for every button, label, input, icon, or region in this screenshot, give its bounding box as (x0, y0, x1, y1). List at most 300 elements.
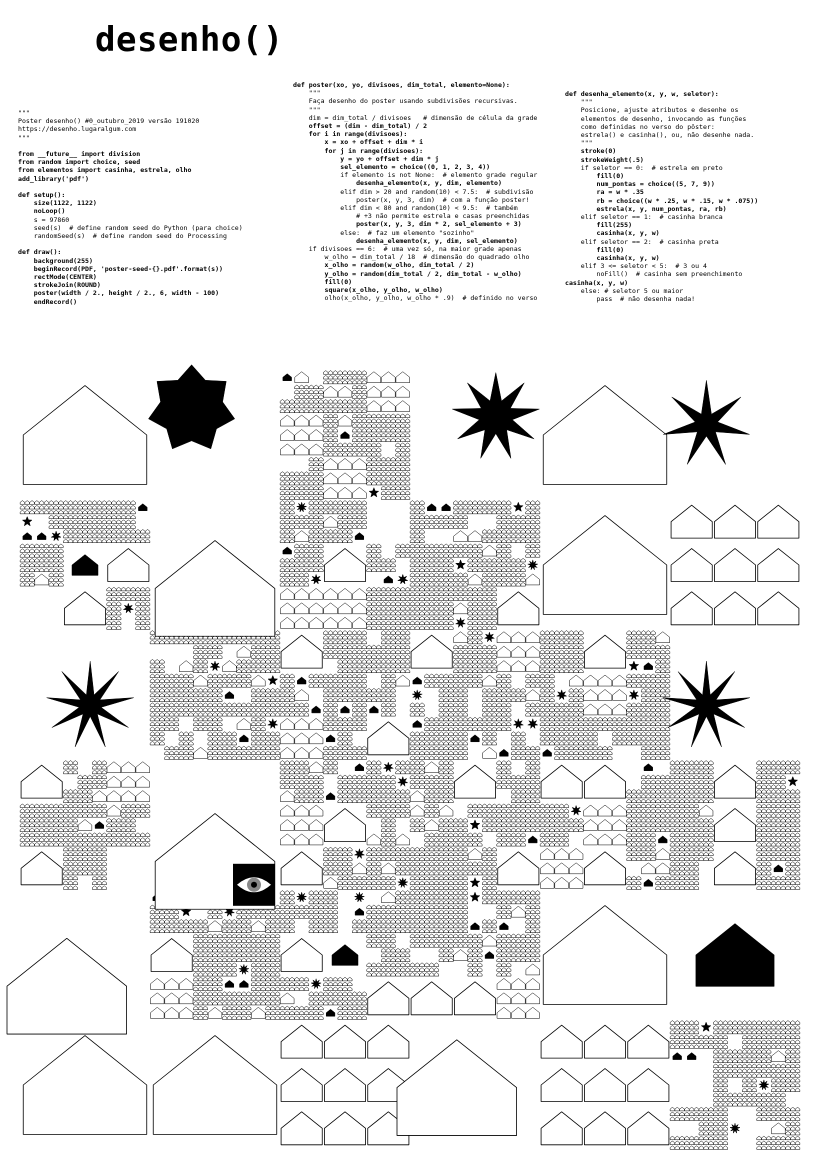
house-outline-icon (304, 1016, 309, 1020)
house-outline-icon (497, 684, 502, 688)
house-outline-icon (198, 717, 203, 721)
house-outline-icon (290, 496, 295, 500)
house-outline-icon (362, 414, 367, 418)
house-outline-icon (285, 496, 290, 500)
house-outline-icon (516, 568, 521, 572)
house-outline-icon (526, 539, 531, 543)
house-outline-icon (362, 515, 367, 519)
house-outline-icon (323, 448, 328, 452)
house-outline-icon (251, 693, 256, 697)
house-outline-icon (333, 640, 338, 644)
house-outline-icon (348, 1006, 353, 1010)
house-outline-icon (193, 944, 198, 948)
house-outline-icon (169, 915, 174, 919)
house-outline-icon (218, 910, 223, 914)
house-outline-icon (367, 972, 372, 976)
house-outline-icon (246, 948, 251, 952)
house-outline-icon (165, 712, 170, 716)
house-outline-icon (222, 712, 227, 716)
house-outline-icon (323, 770, 328, 774)
house-outline-icon (304, 481, 309, 485)
house-outline-icon (492, 708, 497, 712)
house-outline-icon (73, 534, 78, 538)
house-outline-icon (348, 741, 353, 745)
house-outline-icon (208, 703, 213, 707)
house-outline-icon (458, 587, 463, 591)
house-outline-icon (391, 881, 396, 885)
house-outline-icon (478, 597, 483, 601)
house-outline-icon (376, 587, 381, 591)
house-outline-icon (487, 722, 492, 726)
house-outline-icon (304, 404, 309, 408)
house-outline-icon (410, 573, 415, 577)
house-filled-icon (355, 533, 364, 540)
house-outline-icon (145, 814, 150, 818)
house-outline-icon (425, 727, 430, 731)
house-outline-icon (304, 568, 309, 572)
house-outline-icon (116, 510, 121, 514)
house-outline-icon (458, 684, 463, 688)
house-outline-icon (468, 501, 473, 505)
house-outline-icon (439, 621, 444, 625)
house-outline-icon (121, 539, 126, 543)
house-outline-icon (348, 409, 353, 413)
house-outline-icon (425, 809, 430, 813)
house-outline-icon (126, 823, 131, 827)
house-outline-icon (449, 592, 454, 596)
house-outline-icon (367, 934, 372, 938)
house-outline-icon (68, 857, 73, 861)
house-outline-icon (189, 741, 194, 745)
house-outline-icon (193, 640, 198, 644)
house-outline-icon (405, 491, 410, 495)
house-outline-icon (112, 607, 117, 611)
house-outline-icon (439, 785, 444, 789)
house-outline-icon (218, 934, 223, 938)
house-outline-icon (319, 467, 324, 471)
house-outline-icon (449, 765, 454, 769)
house-outline-icon (376, 659, 381, 663)
house-outline-icon (266, 1006, 271, 1010)
house-outline-icon (372, 924, 377, 928)
house-outline-icon (410, 852, 415, 856)
house-outline-icon (434, 838, 439, 842)
house-outline-icon (449, 679, 454, 683)
house-outline-icon (497, 674, 502, 678)
house-outline-icon (376, 780, 381, 784)
house-outline-icon (63, 838, 68, 842)
house-outline-icon (449, 549, 454, 553)
house-outline-icon (314, 457, 319, 461)
house-outline-icon (203, 963, 208, 967)
star-icon (311, 979, 321, 989)
house-outline-icon (280, 529, 285, 533)
house-outline-icon (179, 993, 193, 1004)
house-outline-icon (78, 505, 83, 509)
house-outline-icon (439, 607, 444, 611)
house-outline-icon (357, 650, 362, 654)
house-outline-icon (328, 924, 333, 928)
house-outline-icon (131, 510, 136, 514)
house-outline-icon (285, 515, 290, 519)
house-outline-icon (189, 919, 194, 923)
house-outline-icon (439, 722, 444, 726)
house-outline-icon (285, 578, 290, 582)
house-outline-icon (434, 871, 439, 875)
house-outline-icon (328, 900, 333, 904)
house-outline-icon (304, 703, 309, 707)
house-outline-icon (338, 603, 352, 614)
house-outline-icon (21, 765, 62, 798)
house-outline-icon (497, 761, 502, 765)
house-outline-icon (376, 611, 381, 615)
house-outline-icon (20, 505, 25, 509)
house-outline-icon (348, 732, 353, 736)
house-outline-icon (25, 549, 30, 553)
house-outline-icon (319, 799, 324, 803)
house-outline-icon (415, 544, 420, 548)
house-outline-icon (391, 491, 396, 495)
house-outline-icon (458, 688, 463, 692)
house-outline-icon (193, 992, 198, 996)
house-outline-icon (343, 631, 348, 635)
house-outline-icon (150, 978, 164, 989)
house-outline-icon (290, 404, 295, 408)
house-outline-icon (78, 804, 83, 808)
house-outline-icon (415, 510, 420, 514)
house-outline-icon (415, 515, 420, 519)
house-outline-icon (107, 838, 112, 842)
house-outline-icon (270, 977, 275, 981)
house-outline-icon (295, 430, 309, 441)
house-outline-icon (478, 607, 483, 611)
house-outline-icon (165, 751, 170, 755)
house-outline-icon (400, 640, 405, 644)
house-outline-icon (391, 568, 396, 572)
house-outline-icon (338, 992, 343, 996)
house-outline-icon (184, 688, 189, 692)
house-outline-icon (333, 977, 338, 981)
house-outline-icon (208, 977, 213, 981)
house-outline-icon (328, 891, 333, 895)
code-line: desenha_elemento(x, y, dim, sel_elemento) (293, 236, 518, 245)
house-outline-icon (516, 751, 521, 755)
house-outline-icon (30, 818, 35, 822)
house-outline-icon (468, 563, 473, 567)
house-outline-icon (160, 708, 165, 712)
house-outline-icon (232, 756, 237, 760)
house-outline-icon (160, 674, 165, 678)
house-outline-icon (232, 963, 237, 967)
house-outline-icon (323, 399, 328, 403)
house-outline-icon (280, 780, 285, 784)
house-outline-icon (97, 847, 102, 851)
house-outline-icon (453, 741, 458, 745)
house-outline-icon (473, 871, 478, 875)
house-outline-icon (410, 828, 415, 832)
house-outline-icon (218, 737, 223, 741)
house-outline-icon (160, 732, 165, 736)
house-outline-icon (497, 661, 511, 672)
house-outline-icon (203, 934, 208, 938)
house-outline-icon (174, 751, 179, 755)
house-outline-icon (328, 1001, 333, 1005)
house-outline-icon (391, 684, 396, 688)
house-outline-icon (367, 587, 372, 591)
house-outline-icon (246, 1001, 251, 1005)
house-outline-icon (227, 924, 232, 928)
house-outline-icon (285, 900, 290, 904)
house-outline-icon (449, 573, 454, 577)
house-outline-icon (343, 987, 348, 991)
house-outline-icon (425, 578, 430, 582)
house-outline-icon (78, 814, 83, 818)
house-outline-icon (174, 746, 179, 750)
house-outline-icon (434, 515, 439, 519)
code-line: noFill() # casinha sem preenchimento (565, 270, 743, 279)
house-outline-icon (218, 756, 223, 760)
house-outline-icon (261, 910, 266, 914)
house-outline-icon (237, 958, 242, 962)
house-outline-icon (169, 674, 174, 678)
house-outline-icon (319, 477, 324, 481)
house-outline-icon (280, 563, 285, 567)
house-outline-icon (309, 895, 314, 899)
house-outline-icon (376, 563, 381, 567)
star-icon (355, 892, 365, 902)
house-outline-icon (309, 915, 314, 919)
house-outline-icon (453, 645, 458, 649)
house-outline-icon (193, 712, 198, 716)
house-outline-icon (304, 785, 309, 789)
house-outline-icon (372, 645, 377, 649)
house-outline-icon (376, 867, 381, 871)
house-outline-icon (44, 809, 49, 813)
house-outline-icon (121, 587, 126, 591)
house-outline-icon (295, 703, 300, 707)
house-outline-icon (290, 520, 295, 524)
house-outline-icon (492, 847, 497, 851)
house-outline-icon (449, 568, 454, 572)
house-outline-icon (386, 915, 391, 919)
house-outline-icon (405, 770, 410, 774)
house-outline-icon (458, 544, 463, 548)
house-outline-icon (458, 751, 463, 755)
house-outline-icon (323, 910, 328, 914)
house-outline-icon (295, 531, 309, 542)
house-outline-icon (280, 486, 285, 490)
house-outline-icon (155, 915, 160, 919)
house-outline-icon (535, 549, 540, 553)
house-outline-icon (343, 992, 348, 996)
house-outline-icon (434, 717, 439, 721)
house-outline-icon (468, 592, 473, 596)
house-outline-icon (391, 924, 396, 928)
house-outline-icon (150, 727, 155, 731)
code-line: noLoop() (18, 207, 66, 216)
house-outline-icon (415, 761, 420, 765)
code-line: rectMode(CENTER) (18, 273, 97, 282)
house-outline-icon (20, 833, 25, 837)
house-outline-icon (222, 934, 227, 938)
house-outline-icon (453, 554, 458, 558)
house-outline-icon (309, 444, 323, 455)
house-outline-icon (511, 539, 516, 543)
house-outline-icon (352, 645, 357, 649)
house-outline-icon (511, 737, 516, 741)
house-outline-icon (376, 443, 381, 447)
house-outline-icon (405, 616, 410, 620)
house-outline-icon (386, 669, 391, 673)
house-outline-icon (208, 732, 213, 736)
house-outline-icon (357, 799, 362, 803)
house-outline-icon (381, 424, 386, 428)
house-outline-icon (290, 481, 295, 485)
house-outline-icon (49, 568, 54, 572)
house-outline-icon (222, 1011, 227, 1015)
house-outline-icon (299, 775, 304, 779)
house-outline-icon (372, 443, 377, 447)
house-outline-icon (386, 968, 391, 972)
house-outline-icon (492, 732, 497, 736)
house-outline-icon (169, 919, 174, 923)
house-outline-icon (429, 867, 434, 871)
house-outline-icon (502, 842, 507, 846)
house-outline-icon (415, 886, 420, 890)
house-outline-icon (468, 867, 473, 871)
house-outline-icon (376, 481, 381, 485)
house-outline-icon (338, 635, 343, 639)
house-outline-icon (444, 727, 449, 731)
house-outline-icon (482, 626, 487, 630)
house-outline-icon (275, 712, 280, 716)
house-outline-icon (376, 862, 381, 866)
house-outline-icon (275, 948, 280, 952)
house-outline-icon (280, 415, 294, 426)
house-outline-icon (92, 833, 97, 837)
house-outline-icon (280, 1006, 285, 1010)
house-outline-icon (324, 588, 338, 599)
house-outline-icon (439, 862, 444, 866)
house-outline-icon (266, 939, 271, 943)
house-outline-icon (453, 842, 458, 846)
house-outline-icon (516, 732, 521, 736)
house-outline-icon (314, 554, 319, 558)
house-outline-icon (449, 684, 454, 688)
house-outline-icon (333, 712, 338, 716)
house-outline-icon (372, 770, 377, 774)
house-outline-icon (396, 814, 401, 818)
house-outline-icon (328, 448, 333, 452)
house-outline-icon (107, 592, 112, 596)
house-outline-icon (285, 534, 290, 538)
house-outline-icon (492, 669, 497, 673)
house-outline-icon (49, 582, 54, 586)
house-outline-icon (439, 568, 444, 572)
house-outline-icon (415, 924, 420, 928)
house-outline-icon (386, 486, 391, 490)
house-outline-icon (458, 549, 463, 553)
house-outline-icon (391, 789, 396, 793)
house-outline-icon (97, 761, 102, 765)
house-outline-icon (126, 842, 131, 846)
house-outline-icon (309, 529, 314, 533)
house-outline-icon (415, 708, 420, 712)
house-outline-icon (372, 659, 377, 663)
house-outline-icon (68, 510, 73, 514)
house-outline-icon (290, 915, 295, 919)
house-outline-icon (391, 693, 396, 697)
house-outline-icon (410, 563, 415, 567)
house-outline-icon (165, 1007, 179, 1018)
house-outline-icon (309, 477, 314, 481)
house-outline-icon (203, 1016, 208, 1020)
house-outline-icon (290, 924, 295, 928)
house-outline-icon (213, 717, 218, 721)
house-outline-icon (497, 505, 502, 509)
house-outline-icon (299, 520, 304, 524)
house-outline-icon (439, 741, 444, 745)
house-outline-icon (323, 895, 328, 899)
house-outline-icon (463, 852, 468, 856)
house-outline-icon (270, 664, 275, 668)
house-outline-icon (102, 886, 107, 890)
code-line: y_olho = random(dim_total / 2, dim_total - w_olho) (293, 269, 522, 278)
house-outline-icon (92, 529, 97, 533)
house-outline-icon (309, 992, 314, 996)
house-outline-icon (502, 529, 507, 533)
house-outline-icon (107, 602, 112, 606)
house-outline-icon (530, 756, 535, 760)
house-outline-icon (348, 737, 353, 741)
house-outline-icon (521, 573, 526, 577)
house-outline-icon (439, 852, 444, 856)
house-outline-icon (323, 746, 328, 750)
house-outline-icon (39, 833, 44, 837)
house-outline-icon (198, 708, 203, 712)
house-outline-icon (410, 775, 415, 779)
house-outline-icon (463, 847, 468, 851)
house-outline-icon (362, 395, 367, 399)
house-outline-icon (198, 659, 203, 663)
house-outline-icon (218, 746, 223, 750)
house-outline-icon (352, 525, 357, 529)
house-outline-icon (429, 626, 434, 630)
house-outline-icon (343, 886, 348, 890)
house-outline-icon (203, 997, 208, 1001)
code-line: pass # não desenha nada! (565, 295, 696, 304)
house-outline-icon (251, 982, 256, 986)
house-outline-icon (116, 520, 121, 524)
house-outline-icon (492, 602, 497, 606)
house-outline-icon (410, 770, 415, 774)
house-outline-icon (323, 635, 328, 639)
house-outline-icon (343, 746, 348, 750)
house-outline-icon (357, 399, 362, 403)
house-outline-icon (362, 501, 367, 505)
house-outline-icon (309, 481, 314, 485)
house-outline-icon (530, 679, 535, 683)
house-outline-icon (400, 972, 405, 976)
house-outline-icon (362, 520, 367, 524)
house-outline-icon (280, 775, 285, 779)
house-outline-icon (295, 578, 300, 582)
house-outline-icon (198, 958, 203, 962)
house-outline-icon (425, 876, 430, 880)
code-line: casinha(x, y, w) (565, 278, 629, 287)
house-outline-icon (323, 438, 328, 442)
house-outline-icon (434, 833, 439, 837)
